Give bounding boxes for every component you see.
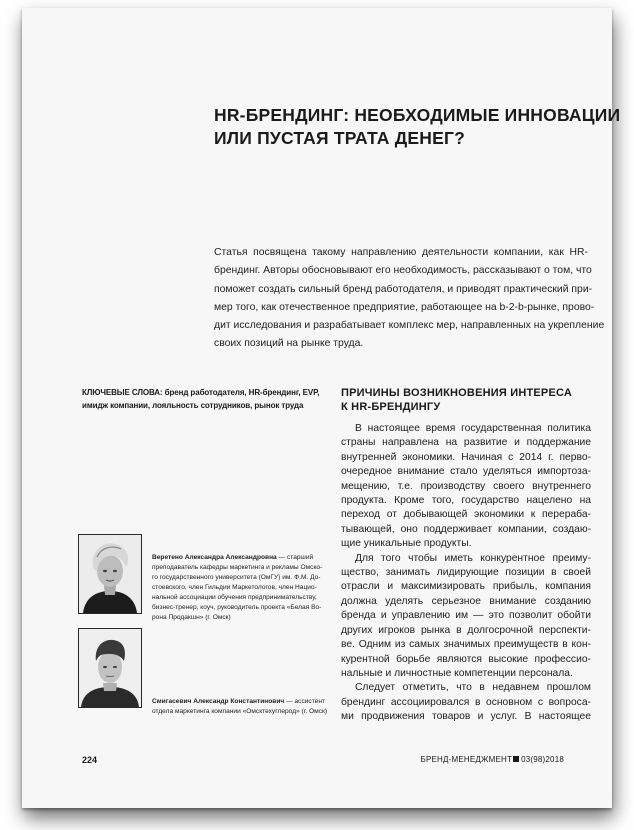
author-bio-line: преподаватель кафедры маркетинга и рекламы Омско-	[152, 564, 323, 571]
author-bio-line: бизнес-тренер, коуч, руководитель проекта «Белая Во-	[152, 604, 322, 611]
man-portrait-icon	[79, 629, 141, 707]
author-name: Смигасевич Александр Константинович	[152, 698, 285, 705]
abstract-line: своих позиций на рынке труда.	[214, 338, 364, 350]
abstract-line: мер того, как отечественное предприятие, работающее на b-2-b-рынке, прово-	[214, 301, 595, 313]
author-name: Веретено Александра Александровна	[152, 554, 277, 561]
section-heading	[341, 386, 601, 414]
body-line: других игроков рынка в долгосрочной перспекти-	[341, 624, 591, 636]
body-line: отрасли и максимизировать прибыль, компания	[341, 581, 591, 593]
body-line: Для того чтобы иметь конкурентное преиму-	[355, 552, 591, 564]
article-title-line: HR-БРЕНДИНГ: НЕОБХОДИМЫЕ ИННОВАЦИИ	[214, 105, 621, 125]
abstract-line: поможет создать сильный бренд работодателя, и приводят практический при-	[214, 283, 593, 295]
body-line: внутренней экономики. Начиная с 2014 г. перво-	[341, 451, 591, 463]
woman-portrait-icon	[79, 535, 141, 613]
article-title-line: ИЛИ ПУСТАЯ ТРАТА ДЕНЕГ?	[214, 128, 465, 148]
author-role: — старший	[276, 554, 314, 561]
body-line: очередное внимание стало уделяться импортоза-	[341, 466, 591, 478]
author-photo-veretено	[78, 534, 142, 614]
abstract-line: Статья посвящена такому направлению деятельности компании, как HR-	[214, 247, 588, 258]
journal-issue: 03(98)2018	[521, 755, 564, 764]
section-heading-line: К HR-БРЕНДИНГУ	[341, 401, 441, 413]
keywords-line: КЛЮЧЕВЫЕ СЛОВА: бренд работодателя, HR-брендинг, EVP,	[82, 388, 320, 397]
author-photo-smigasevich	[78, 628, 142, 708]
author-role: — ассистент	[284, 698, 325, 705]
author-bio-1	[152, 553, 327, 623]
article-abstract	[214, 244, 605, 354]
body-line: бренда и управлению им — это позволит обойти	[341, 610, 591, 622]
author-bio-line: нальной ассоциации обучения предпринимательству,	[152, 594, 317, 601]
journal-footer	[421, 755, 565, 764]
body-line: курентной борьбе являются высокие профессио-	[341, 653, 591, 665]
journal-page	[22, 8, 621, 808]
page-number: 224	[82, 755, 98, 765]
journal-name: БРЕНД-МЕНЕДЖМЕНТ	[420, 755, 513, 764]
article-title	[214, 104, 621, 150]
body-line: ве. Одним из самых значимых преимуществ в кон-	[341, 639, 591, 651]
abstract-line: брендинг. Авторы обосновывают его необходимость, рассказывают о том, что	[214, 265, 592, 277]
author-bio-line: го государственного университета (ОмГУ) им. Ф.М. До-	[152, 574, 321, 581]
body-line: продукта. Кроме того, государство нацелено на	[341, 495, 591, 507]
keywords	[82, 386, 332, 412]
body-line: Следует отметить, что в недавнем прошлом	[355, 682, 591, 694]
author-bio-line: стоевского, член Гильдии Маркетологов, член Нацио-	[152, 584, 317, 591]
body-line: ми продвижения товаров и услуг. В настоящее	[341, 711, 591, 723]
article-body	[341, 422, 591, 725]
body-line: переход от добывающей экономики к перераба-	[341, 509, 591, 521]
body-line: щие уникальные продукты.	[341, 538, 472, 550]
body-line: брендинг ассоциировался в основном с вопроса-	[341, 696, 591, 708]
author-bio-line: отдела маркетинга компании «Омсктехуглерод» (г. Омск)	[152, 708, 328, 715]
body-line: тывающей, оно поддерживает компании, создаю-	[341, 523, 591, 535]
abstract-line: дит исследования и разрабатывает комплекс мер, направленных на укрепление	[214, 320, 605, 332]
body-line: мещению, т.е. производству своего внутреннего	[341, 480, 591, 492]
square-bullet-icon	[513, 756, 519, 762]
section-heading-line: ПРИЧИНЫ ВОЗНИКНОВЕНИЯ ИНТЕРЕСА	[341, 387, 573, 399]
body-line: нальные и личностные компетенции персонала.	[341, 667, 573, 679]
body-line: должна уделять серьезное внимание созданию	[341, 595, 591, 607]
body-line: щество, занимать лидирующие позиции в своей	[341, 567, 591, 579]
author-bio-2	[152, 697, 327, 717]
body-line: страны направлена на развитие и поддержание	[341, 437, 591, 449]
author-bio-line: рона Продакшн» (г. Омск)	[152, 614, 231, 621]
body-line: В настоящее время государственная политика	[355, 423, 591, 434]
keywords-line: имидж компании, лояльность сотрудников, рынок труда	[82, 401, 304, 410]
